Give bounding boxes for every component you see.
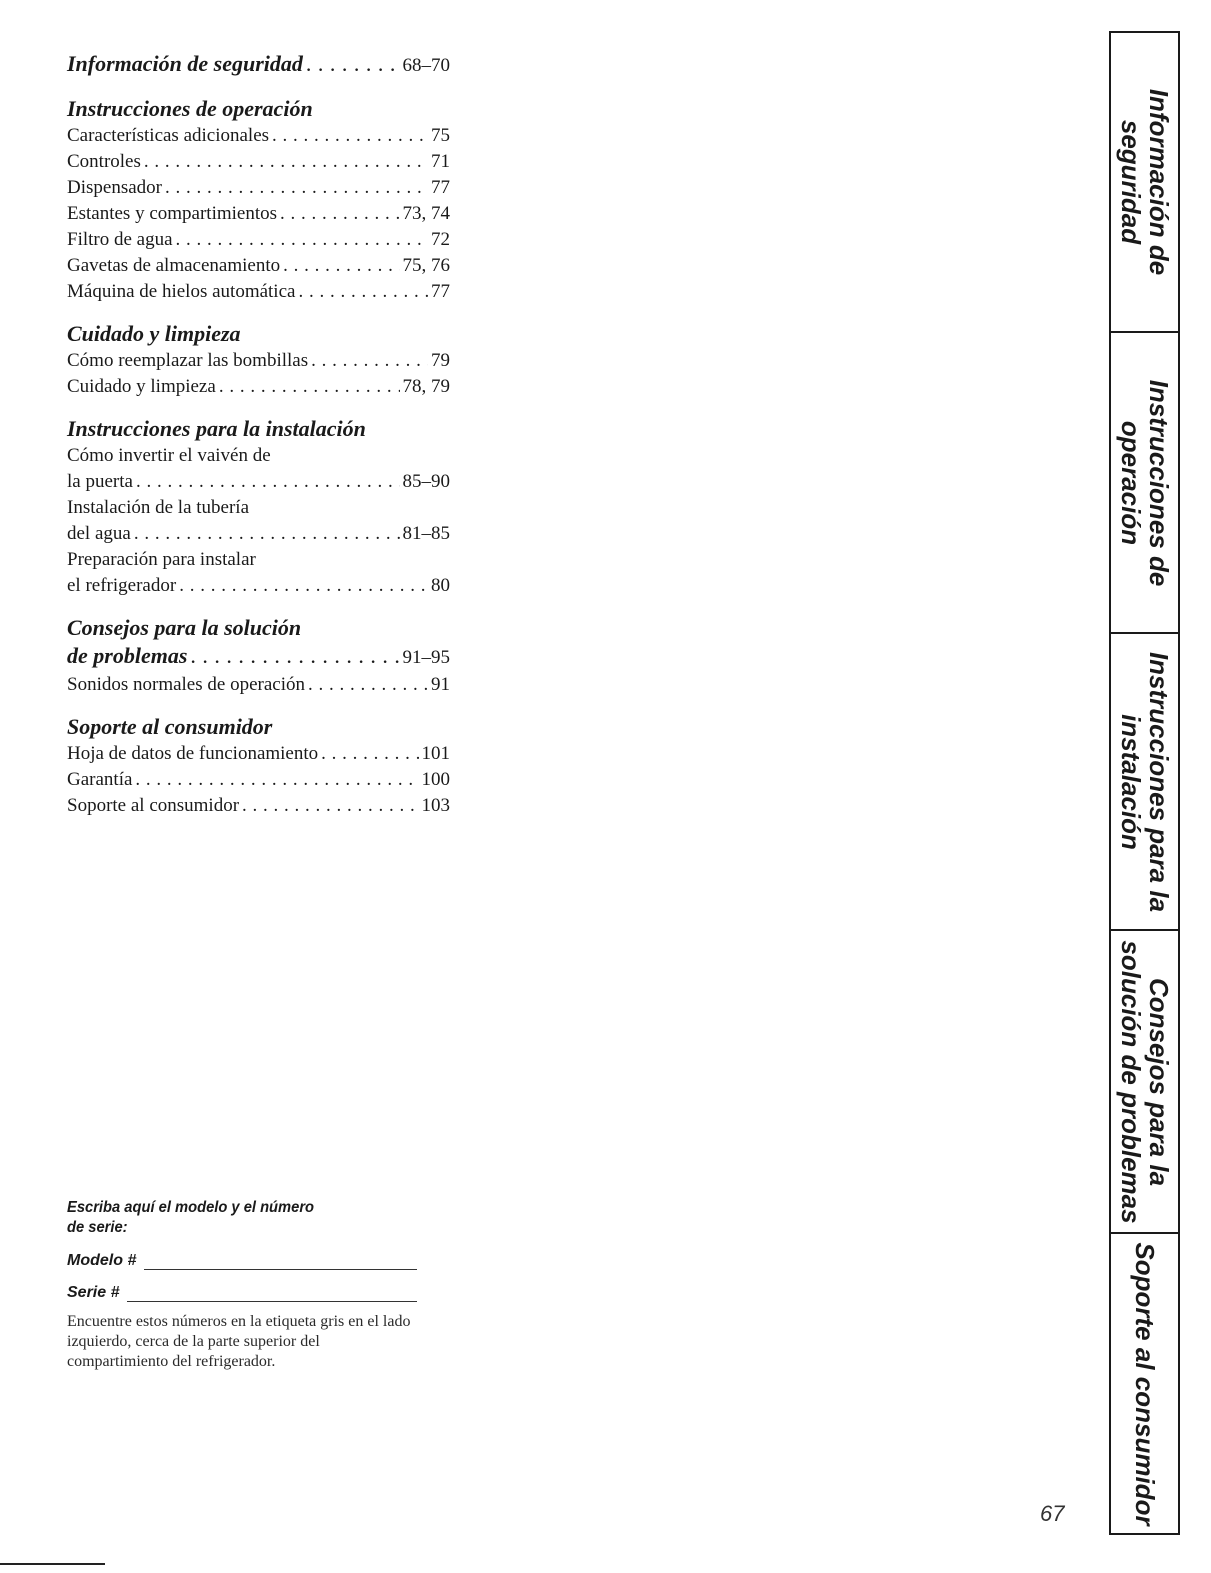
section-heading-text: Instrucciones de operación [67, 96, 313, 121]
leader-dots [219, 374, 400, 400]
section-tab[interactable] [1111, 1234, 1178, 1533]
toc-entry [67, 521, 450, 547]
entry-text: del agua [67, 523, 131, 544]
toc-section [67, 50, 450, 80]
tab-label-line: Instrucciones para la [1143, 651, 1174, 912]
leader-dots [135, 767, 418, 793]
leader-dots [136, 469, 400, 495]
tab-label-line: operación [1115, 420, 1146, 545]
tab-label [1117, 379, 1173, 586]
section-tab[interactable] [1111, 333, 1178, 634]
toc-entry [67, 175, 450, 201]
page-number: 67 [1040, 1501, 1065, 1526]
page-ref: 75 [431, 125, 450, 146]
page-ref: 71 [431, 151, 450, 172]
page-ref: 100 [421, 769, 450, 790]
toc-section [67, 614, 450, 698]
tab-label-line: Consejos para la [1143, 977, 1174, 1186]
page-ref: 73, 74 [402, 203, 450, 224]
serial-label: Serie # [67, 1284, 120, 1301]
section-heading-text: Instrucciones para la instalación [67, 416, 366, 441]
entry-text: Gavetas de almacenamiento [67, 255, 281, 276]
page-ref: 80 [431, 575, 450, 596]
model-label: Modelo # [67, 1252, 137, 1269]
footer-mark [0, 1563, 105, 1565]
leader-dots [144, 149, 428, 175]
entry-text: Cómo reemplazar las bombillas [67, 350, 309, 371]
toc-entry [67, 227, 450, 253]
entry-text: Soporte al consumidor [67, 795, 240, 816]
toc-entry [67, 741, 450, 767]
entry-text: Estantes y compartimientos [67, 203, 278, 224]
leader-dots [179, 573, 428, 599]
tab-label [1117, 940, 1173, 1223]
entry-text: Controles [67, 151, 141, 172]
tab-label [1117, 651, 1173, 911]
toc-entry [67, 672, 450, 698]
section-heading-cont [67, 642, 450, 672]
toc-entry [67, 573, 450, 599]
section-heading [67, 50, 450, 80]
record-heading: Escriba aquí el modelo y el número de serie: [67, 1199, 315, 1236]
toc-entry [67, 469, 450, 495]
page-ref: 72 [431, 229, 450, 250]
toc-entry [67, 279, 450, 305]
serial-write-line [127, 1285, 417, 1302]
leader-dots [272, 123, 428, 149]
serial-number-field[interactable] [67, 1280, 417, 1302]
model-serial-record [67, 1198, 417, 1372]
leader-dots [311, 348, 428, 374]
page-ref: 103 [421, 795, 450, 816]
section-heading [67, 415, 450, 443]
section-tab[interactable] [1111, 931, 1178, 1234]
leader-dots [190, 642, 399, 670]
section-heading-text: de problemas [67, 643, 188, 668]
tab-label-line: seguridad [1115, 119, 1146, 245]
page-ref: 78, 79 [402, 376, 450, 397]
toc-entry [67, 374, 450, 400]
model-number-field[interactable] [67, 1248, 417, 1270]
record-note: Encuentre estos números en la etiqueta gris en el lado izquierdo, cerca de la parte superior del compartimiento del refrigerador. [67, 1313, 411, 1370]
entry-text: el refrigerador [67, 575, 177, 596]
page-ref: 85–90 [402, 471, 450, 492]
section-heading [67, 95, 450, 123]
section-tabs [1109, 31, 1180, 1535]
toc-entry-line: Preparación para instalar [67, 549, 256, 570]
entry-text: Sonidos normales de operación [67, 674, 305, 695]
toc-entry [67, 149, 450, 175]
section-tab[interactable] [1111, 634, 1178, 931]
entry-text: Filtro de agua [67, 229, 173, 250]
page-ref: 81–85 [402, 523, 450, 544]
entry-text: Cuidado y limpieza [67, 376, 216, 397]
section-heading [67, 320, 450, 348]
page-ref: 101 [421, 743, 450, 764]
section-heading-text: Información de seguridad [67, 51, 303, 76]
page-ref: 91–95 [402, 647, 450, 668]
tab-label [1131, 1242, 1159, 1525]
tab-label-line: Información de [1143, 88, 1174, 276]
toc-entry-line: Cómo invertir el vaivén de [67, 445, 271, 466]
leader-dots [298, 279, 428, 305]
entry-text: Hoja de datos de funcionamiento [67, 743, 319, 764]
section-heading [67, 614, 450, 642]
toc-section [67, 95, 450, 305]
leader-dots [308, 672, 428, 698]
section-tab[interactable] [1111, 33, 1178, 333]
entry-text: Máquina de hielos automática [67, 281, 296, 302]
leader-dots [242, 793, 418, 819]
entry-text: Características adicionales [67, 125, 270, 146]
section-heading-text: Consejos para la solución [67, 615, 302, 640]
tab-label [1117, 89, 1173, 275]
leader-dots [280, 201, 399, 227]
toc-entry-line: Instalación de la tubería [67, 497, 250, 518]
page-ref: 79 [431, 350, 450, 371]
page-ref: 91 [431, 674, 450, 695]
table-of-contents [67, 50, 450, 834]
tab-label-line: instalación [1115, 713, 1146, 850]
page-ref: 75, 76 [402, 255, 450, 276]
page-ref: 68–70 [402, 55, 450, 76]
toc-entry [67, 767, 450, 793]
toc-entry [67, 793, 450, 819]
toc-entry [67, 201, 450, 227]
entry-text: Garantía [67, 769, 133, 790]
toc-entry [67, 348, 450, 374]
leader-dots [165, 175, 428, 201]
entry-text: la puerta [67, 471, 133, 492]
leader-dots [176, 227, 428, 253]
leader-dots [306, 50, 400, 78]
leader-dots [134, 521, 400, 547]
toc-section [67, 320, 450, 400]
leader-dots [283, 253, 399, 279]
toc-entry [67, 123, 450, 149]
section-heading [67, 713, 450, 741]
toc-entry [67, 253, 450, 279]
section-heading-text: Soporte al consumidor [67, 714, 273, 739]
tab-label-line: Instrucciones de [1143, 379, 1174, 586]
tab-label-line: solución de problemas [1115, 939, 1146, 1224]
page-ref: 77 [431, 281, 450, 302]
toc-section [67, 415, 450, 599]
page-ref: 77 [431, 177, 450, 198]
tab-label-line: Soporte al consumidor [1129, 1241, 1160, 1526]
toc-section [67, 713, 450, 819]
entry-text: Dispensador [67, 177, 162, 198]
section-heading-text: Cuidado y limpieza [67, 321, 241, 346]
model-write-line [144, 1253, 417, 1270]
leader-dots [321, 741, 418, 767]
